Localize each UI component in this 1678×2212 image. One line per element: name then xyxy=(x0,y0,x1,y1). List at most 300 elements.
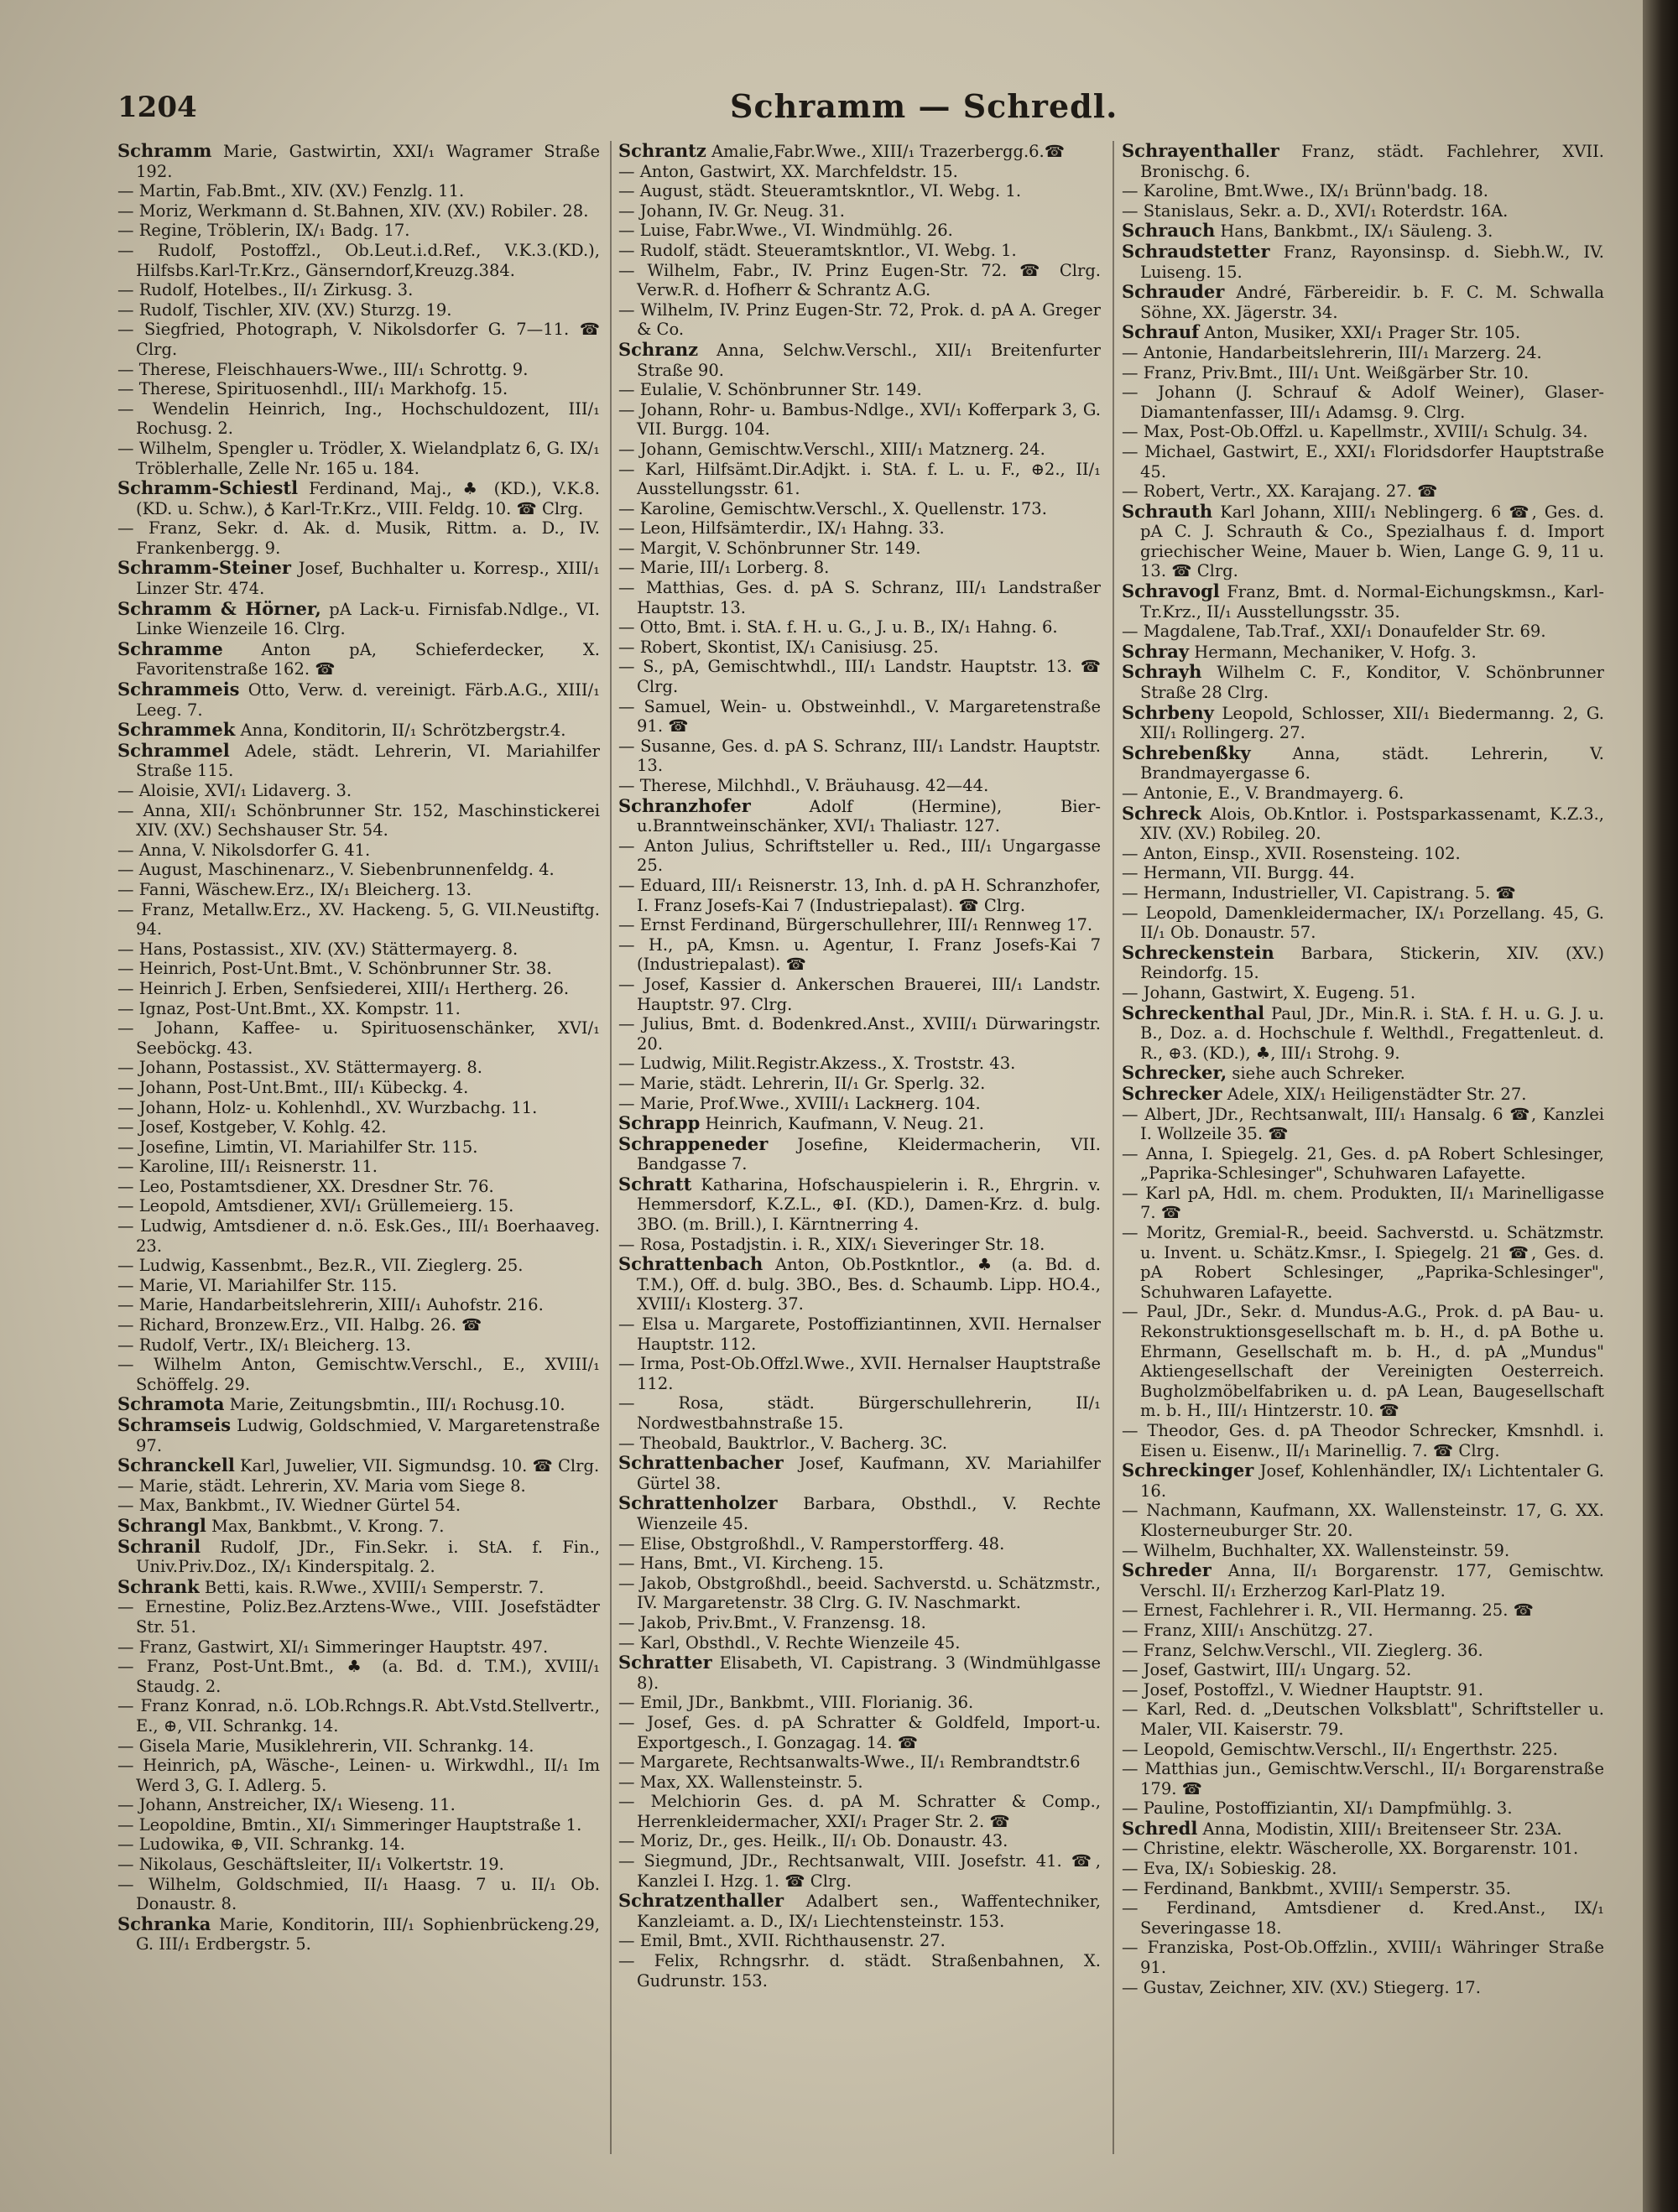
directory-entry xyxy=(117,1335,600,1356)
directory-entry xyxy=(618,460,1101,499)
entry-details: Heinrich, Kaufmann, V. Neug. 21. xyxy=(705,1114,984,1134)
entry-surname: Schreder xyxy=(1122,1559,1212,1581)
entry-details: — Anton Julius, Schriftsteller u. Red., III/₁ Ungargasse 25. xyxy=(618,835,1101,876)
directory-entry xyxy=(117,360,600,380)
entry-details: — Josef, Ges. d. pA Schratter & Goldfeld, Import-u. Exportgesch., I. Gonzagag. 14. ☎ xyxy=(618,1712,1101,1752)
directory-entry xyxy=(117,1696,600,1736)
entry-details: Anna, Selchw.Verschl., XII/₁ Breitenfurter Straße 90. xyxy=(637,340,1101,380)
entry-details: — Margarete, Rechtsanwalts-Wwe., II/₁ Rembrandtstr.6 xyxy=(618,1752,1081,1772)
directory-entry xyxy=(117,1157,600,1177)
directory-entry xyxy=(618,141,1101,162)
entry-details: — Stanislaus, Sekr. a. D., XVI/₁ Roterdstr. 16A. xyxy=(1122,200,1509,221)
entry-details: — Karl, Hilfsämt.Dir.Adjkt. i. StA. f. L. u. F., ⊕2., II/₁ Ausstellungsstr. 61. xyxy=(618,459,1101,499)
directory-entry xyxy=(1122,502,1604,581)
directory-entry xyxy=(618,499,1101,519)
directory-entry xyxy=(1122,1460,1604,1501)
entry-surname: Schrayh xyxy=(1122,661,1202,683)
entry-details: Hermann, Mechaniker, V. Hofg. 3. xyxy=(1194,642,1477,662)
directory-entry xyxy=(117,1256,600,1276)
directory-entry xyxy=(618,836,1101,876)
directory-entry xyxy=(618,1633,1101,1653)
entry-details: — Wilhelm, Fabr., IV. Prinz Eugen-Str. 72. ☎ Clrg. Verw.R. d. Hofherr & Schrantz A.G. xyxy=(618,260,1101,300)
directory-entry xyxy=(117,1875,600,1914)
directory-entry xyxy=(618,300,1101,340)
entry-details: — Robert, Vertr., XX. Karajang. 27. ☎ xyxy=(1122,481,1438,502)
directory-entry xyxy=(117,1577,600,1598)
entry-surname: Schranka xyxy=(117,1913,211,1934)
directory-entry xyxy=(1122,1938,1604,1977)
directory-entry xyxy=(117,379,600,399)
entry-details: — Felix, Rchngsrhr. d. städt. Straßenbahnen, X. Gudrunstr. 153. xyxy=(618,1951,1101,1991)
directory-entry xyxy=(1122,1740,1604,1760)
directory-entry xyxy=(1122,1084,1604,1105)
entry-details: Josef, Kohlenhändler, IX/₁ Lichtentaler G. 16. xyxy=(1140,1461,1604,1501)
running-head: Schramm — Schredl. xyxy=(730,87,1118,125)
directory-entry xyxy=(618,1652,1101,1693)
entry-details: — Regine, Tröblerin, IX/₁ Badg. 17. xyxy=(117,221,410,241)
entry-details: — Aloisie, XVI/₁ Lidaverg. 3. xyxy=(117,781,352,800)
directory-entry xyxy=(618,617,1101,638)
entry-details: — Otto, Bmt. i. StA. f. H. u. G., J. u. B., IX/₁ Hahng. 6. xyxy=(618,617,1058,638)
entry-details: — Ferdinand, Amtsdiener d. Kred.Anst., IX/₁ Severingasse 18. xyxy=(1122,1898,1604,1938)
entry-details: — Franz, Sekr. d. Ak. d. Musik, Rittm. a. D., IV. Frankenbergg. 9. xyxy=(117,518,600,558)
directory-entry xyxy=(618,1752,1101,1772)
entry-details: — Wilhelm, Goldschmied, II/₁ Haasg. 7 u. II/₁ Ob. Donaustr. 8. xyxy=(117,1874,600,1914)
entry-details: — Anna, XII/₁ Schönbrunner Str. 152, Maschinstickerei XIV. (XV.) Sechshauser Str. 54. xyxy=(117,800,600,841)
entry-details: — Karl pA, Hdl. m. chem. Produkten, II/₁ Marinelligasse 7. ☎ xyxy=(1122,1183,1604,1223)
directory-entry xyxy=(618,1891,1101,1931)
entry-details: — Paul, JDr., Sekr. d. Mundus-A.G., Prok. d. pA Bau- u. Rekonstruktionsgesellschaft m. b. H., d. pA Bothe u. Ehrmann, Gesellschaft m. b. H., d. pA „Mundus" Aktiengesellschaft der Vereinigten Oesterreich. Bugholzmöbelfabriken u. d. pA Lean, Baugesellschaft m. b. H., III/₁ Hintzerstr. 10. ☎ xyxy=(1122,1302,1604,1421)
entry-details: — Max, XX. Wallensteinstr. 5. xyxy=(618,1772,863,1792)
entry-details: — Theobald, Bauktrlor., V. Bacherg. 3C. xyxy=(618,1433,948,1453)
directory-entry xyxy=(117,1355,600,1394)
page-edge-shadow xyxy=(1643,0,1678,2212)
entry-details: Anna, II/₁ Borgarenstr. 177, Gemischtw. Verschl. II/₁ Erzherzog Karl-Platz 19. xyxy=(1140,1561,1604,1600)
directory-entry xyxy=(1122,642,1604,663)
entry-details: Max, Bankbmt., V. Krong. 7. xyxy=(211,1516,445,1536)
directory-entry xyxy=(618,201,1101,221)
entry-details: — Josef, Kassier d. Ankerschen Brauerei, III/₁ Landstr. Hauptstr. 97. Clrg. xyxy=(618,974,1101,1014)
entry-details: — H., pA, Kmsn. u. Agentur, I. Franz Josefs-Kai 7 (Industriepalast). ☎ xyxy=(618,934,1101,975)
entry-surname: Schrank xyxy=(117,1575,200,1597)
entry-details: — Franz, Post-Unt.Bmt., ♣ (a. Bd. d. T.M.), XVIII/₁ Staudg. 2. xyxy=(117,1657,600,1696)
entry-details: — Elise, Obstgroßhdl., V. Ramperstorfferg. 48. xyxy=(618,1533,1005,1554)
entry-details: Leopold, Schlosser, XII/₁ Biedermanng. 2, G. XII/₁ Rollingerg. 27. xyxy=(1140,703,1604,743)
entry-details: — Leopold, Gemischtw.Verschl., II/₁ Engerthstr. 225. xyxy=(1122,1739,1558,1759)
directory-entry xyxy=(618,1951,1101,1991)
entry-details: — Marie, städt. Lehrerin, II/₁ Gr. Sperlg. 32. xyxy=(618,1073,986,1093)
entry-details: — Rudolf, Tischler, XIV. (XV.) Sturzg. 19. xyxy=(117,299,452,320)
directory-entry xyxy=(117,801,600,841)
entry-surname: Schrangl xyxy=(117,1514,206,1536)
entry-details: Anton, Ob.Postkntlor., ♣ (a. Bd. d. T.M.), Off. d. bulg. 3BO., Bes. d. Schaumb. Lipp. HO.4., XVIII/₁ Klosterg. 37. xyxy=(637,1255,1101,1314)
entry-details: — Antonie, E., V. Brandmayerg. 6. xyxy=(1122,783,1404,803)
directory-entry xyxy=(117,979,600,999)
directory-entry xyxy=(117,1657,600,1696)
directory-entry xyxy=(1122,903,1604,943)
entry-surname: Schrammek xyxy=(117,719,236,741)
directory-entry xyxy=(117,558,600,598)
entry-details: pA Lack-u. Firnisfab.Ndlge., VI. Linke Wienzeile 16. Clrg. xyxy=(136,599,600,639)
entry-surname: Schrattenbach xyxy=(618,1253,763,1275)
entry-details: Franz, städt. Fachlehrer, XVII. Bronischg. 6. xyxy=(1140,142,1604,181)
directory-entry xyxy=(1122,1302,1604,1421)
entry-details: Anna, Modistin, XIII/₁ Breitenseer Str. 23A. xyxy=(1202,1819,1562,1839)
directory-entry xyxy=(618,1792,1101,1831)
directory-entry xyxy=(618,1134,1101,1174)
entry-surname: Schreck xyxy=(1122,802,1201,824)
entry-details: — Josef, Gastwirt, III/₁ Ungarg. 52. xyxy=(1122,1660,1412,1680)
entry-surname: Schrauf xyxy=(1122,321,1200,343)
directory-entry xyxy=(117,300,600,320)
entry-details: — Johann, Post-Unt.Bmt., III/₁ Kübeckg. 4. xyxy=(117,1077,469,1097)
entry-details: — Rudolf, Vertr., IX/₁ Bleicherg. 13. xyxy=(117,1335,411,1355)
directory-entry xyxy=(618,1534,1101,1554)
entry-details: — Rosa, Postadjstin. i. R., XIX/₁ Sieveringer Str. 18. xyxy=(618,1234,1045,1254)
directory-entry xyxy=(1122,703,1604,743)
entry-surname: Schrauder xyxy=(1122,281,1225,303)
entry-details: Karl, Juwelier, VII. Sigmundsg. 10. ☎ Clrg. xyxy=(240,1456,600,1476)
directory-entry xyxy=(1122,1859,1604,1879)
entry-details: — Nachmann, Kaufmann, XX. Wallensteinstr. 17, G. XX. Klosterneuburger Str. 20. xyxy=(1122,1501,1604,1540)
directory-entry xyxy=(117,781,600,801)
entry-details: — Luise, Fabr.Wwe., VI. Windmühlg. 26. xyxy=(618,221,953,241)
directory-entry xyxy=(117,741,600,781)
directory-entry xyxy=(1122,481,1604,502)
entry-details: — Fanni, Wäschew.Erz., IX/₁ Bleicherg. 13. xyxy=(117,879,472,899)
directory-entry xyxy=(117,1295,600,1315)
directory-entry xyxy=(618,539,1101,559)
directory-entry xyxy=(117,1216,600,1256)
entry-details: — Anna, V. Nikolsdorfer G. 41. xyxy=(117,840,371,860)
directory-entry xyxy=(117,720,600,741)
entry-surname: Schray xyxy=(1122,640,1190,662)
directory-entry xyxy=(117,280,600,300)
directory-entry xyxy=(1122,1699,1604,1739)
directory-entry xyxy=(1122,1621,1604,1641)
directory-entry xyxy=(618,1314,1101,1354)
entry-details: — Wilhelm, Buchhalter, XX. Wallensteinstr. 59. xyxy=(1122,1540,1510,1560)
directory-entry xyxy=(1122,221,1604,242)
directory-entry xyxy=(117,1117,600,1137)
entry-surname: Schrattenbacher xyxy=(618,1452,784,1474)
directory-entry xyxy=(117,1756,600,1795)
directory-entry xyxy=(1122,363,1604,383)
directory-entry xyxy=(618,1574,1101,1613)
directory-entry xyxy=(618,1713,1101,1752)
entry-surname: Schranzhofer xyxy=(618,794,751,816)
directory-entry xyxy=(618,638,1101,658)
entry-details: — Marie, Handarbeitslehrerin, XIII/₁ Auhofstr. 216. xyxy=(117,1295,544,1315)
entry-surname: Schrammeis xyxy=(117,679,240,700)
entry-details: — Eulalie, V. Schönbrunner Str. 149. xyxy=(618,380,922,400)
directory-entry xyxy=(117,141,600,181)
entry-details: — Johann, Holz- u. Kohlenhdl., XV. Wurzbachg. 11. xyxy=(117,1097,538,1117)
directory-entry xyxy=(618,697,1101,736)
entry-surname: Schramme xyxy=(117,638,223,659)
directory-entry xyxy=(117,841,600,861)
entry-details: — Julius, Bmt. d. Bodenkred.Anst., XVIII/₁ Dürwaringstr. 20. xyxy=(618,1014,1101,1054)
directory-entry xyxy=(117,1597,600,1637)
directory-entry xyxy=(117,1496,600,1516)
entry-details: Josef, Buchhalter u. Korresp., XIII/₁ Linzer Str. 474. xyxy=(136,559,600,599)
directory-entry xyxy=(1122,1898,1604,1938)
entry-details: — Matthias, Ges. d. pA S. Schranz, III/₁ Landstraßer Hauptstr. 13. xyxy=(618,578,1101,617)
entry-details: — Leopold, Damenkleidermacher, IX/₁ Porzellang. 45, G. II/₁ Ob. Donaustr. 57. xyxy=(1122,903,1604,943)
entry-details: — August, städt. Steueramtskntlor., VI. Webg. 1. xyxy=(618,181,1022,201)
entry-details: — Rudolf, Postoffzl., Ob.Leut.i.d.Ref., V.K.3.(KD.), Hilfsbs.Karl-Tr.Krz., Gänserndorf,Kreuzg.384. xyxy=(117,240,600,280)
page-number: 1204 xyxy=(117,91,197,124)
directory-entry xyxy=(1122,1600,1604,1621)
directory-entry xyxy=(117,1078,600,1098)
entry-details: Franz, Bmt. d. Normal-Eichungskmsn., Karl-Tr.Krz., II/₁ Ausstellungsstr. 35. xyxy=(1140,582,1604,622)
directory-entry xyxy=(1122,282,1604,322)
entry-details: — Karl, Red. d. „Deutschen Volksblatt", Schriftsteller u. Maler, VII. Kaiserstr. 79. xyxy=(1122,1699,1604,1739)
entry-details: André, Färbereidir. b. F. C. M. Schwalla Söhne, XX. Jägerstr. 34. xyxy=(1140,283,1604,322)
entry-details: — Ludowika, ⊕, VII. Schrankg. 14. xyxy=(117,1835,405,1855)
entry-details: — Franz, Metallw.Erz., XV. Hackeng. 5, G. VII.Neustiftg. 94. xyxy=(117,899,600,939)
directory-entry xyxy=(1122,1641,1604,1661)
entry-surname: Schravogl xyxy=(1122,580,1220,602)
directory-entry xyxy=(117,1098,600,1118)
entry-details: — Susanne, Ges. d. pA S. Schranz, III/₁ Landstr. Hauptstr. 13. xyxy=(618,736,1101,776)
page-header xyxy=(92,87,1628,138)
directory-entry xyxy=(618,380,1101,400)
directory-entry xyxy=(1122,181,1604,201)
directory-entry xyxy=(1122,1759,1604,1798)
entry-details: — Anna, I. Spiegelg. 21, Ges. d. pA Robert Schlesinger, „Paprika-Schlesinger", Schuhwaren Lafayette. xyxy=(1122,1143,1604,1184)
entry-details: — Siegfried, Photograph, V. Nikolsdorfer G. 7—11. ☎ Clrg. xyxy=(117,320,600,359)
entry-surname: Schramota xyxy=(117,1393,225,1415)
directory-entry xyxy=(117,399,600,439)
entry-details: Amalie,Fabr.Wwe., XIII/₁ Trazerbergg.6.☎ xyxy=(711,142,1066,161)
directory-entry xyxy=(117,1177,600,1197)
directory-entry xyxy=(117,1795,600,1815)
entry-details: — Hans, Bmt., VI. Kircheng. 15. xyxy=(618,1554,884,1574)
entry-details: — Max, Post-Ob.Offzl. u. Kapellmstr., XVIII/₁ Schulg. 34. xyxy=(1122,422,1588,442)
directory-entry xyxy=(117,1196,600,1216)
entry-details: — Johann, IV. Gr. Neug. 31. xyxy=(618,200,845,221)
entry-surname: Schraudstetter xyxy=(1122,240,1270,262)
entry-surname: Schrammel xyxy=(117,739,230,761)
entry-details: Anton pA, Schieferdecker, X. Favoritenstraße 162. ☎ xyxy=(136,639,600,679)
entry-surname: Schranil xyxy=(117,1535,201,1557)
directory-entry xyxy=(117,1637,600,1658)
directory-entry xyxy=(117,241,600,280)
directory-entry xyxy=(1122,1184,1604,1223)
directory-entry xyxy=(117,1137,600,1158)
directory-entry xyxy=(117,1537,600,1577)
directory-entry xyxy=(1122,1144,1604,1184)
directory-entry xyxy=(618,1772,1101,1793)
entry-details: — Franz, Gastwirt, XI/₁ Simmeringer Hauptstr. 497. xyxy=(117,1637,549,1657)
entry-details: — Wilhelm Anton, Gemischtw.Verschl., E., XVIII/₁ Schöffelg. 29. xyxy=(117,1355,600,1394)
directory-entry xyxy=(1122,844,1604,864)
directory-entry xyxy=(1122,343,1604,363)
entry-details: — Pauline, Postoffiziantin, XI/₁ Dampfmühlg. 3. xyxy=(1122,1798,1513,1819)
entry-details: Ludwig, Goldschmied, V. Margaretenstraße 97. xyxy=(136,1416,600,1455)
entry-details: — Marie, Prof.Wwe., XVIII/₁ Lackнerg. 104. xyxy=(618,1093,981,1113)
directory-entry xyxy=(1122,442,1604,481)
directory-entry xyxy=(618,221,1101,241)
directory-entry xyxy=(618,578,1101,617)
entry-surname: Schreckenthal xyxy=(1122,1002,1265,1023)
entry-details: — Michael, Gastwirt, E., XXI/₁ Floridsdorfer Hauptstraße 45. xyxy=(1122,441,1604,481)
entry-details: Josef, Kaufmann, XV. Mariahilfer Gürtel 38. xyxy=(637,1454,1101,1493)
entry-details: — Hermann, Industrieller, VI. Capistrang. 5. ☎ xyxy=(1122,882,1516,903)
entry-details: — Karl, Obsthdl., V. Rechte Wienzeile 45. xyxy=(618,1632,961,1652)
directory-entry xyxy=(117,1394,600,1415)
directory-entry xyxy=(117,939,600,960)
entry-details: — Ferdinand, Bankbmt., XVIII/₁ Semperstr. 35. xyxy=(1122,1878,1511,1898)
directory-entry xyxy=(1122,863,1604,883)
entry-details: Barbara, Obsthdl., V. Rechte Wienzeile 45. xyxy=(637,1494,1101,1533)
entry-details: — Heinrich J. Erben, Senfsiederei, XIII/₁ Hertherg. 26. xyxy=(117,978,570,998)
entry-details: — Jakob, Obstgroßhdl., beeid. Sachverstd. u. Schätzmstr., IV. Margaretenstr. 38 Clrg. G. IV. Naschmarkt. xyxy=(618,1573,1101,1613)
entry-details: — Hermann, VII. Burgg. 44. xyxy=(1122,863,1355,883)
entry-details: Hans, Bankbmt., IX/₁ Säuleng. 3. xyxy=(1220,221,1493,242)
entry-details: Wilhelm C. F., Konditor, V. Schönbrunner Straße 28 Clrg. xyxy=(1140,663,1604,703)
entry-details: — Ludwig, Milit.Registr.Akzess., X. Troststr. 43. xyxy=(618,1054,1016,1074)
directory-entry xyxy=(618,776,1101,796)
directory-entry xyxy=(618,1453,1101,1493)
entry-details: — Gustav, Zeichner, XIV. (XV.) Stiegerg. 17. xyxy=(1122,1977,1481,1997)
entry-details: Josefine, Kleidermacherin, VII. Bandgasse 7. xyxy=(637,1134,1101,1174)
directory-entry xyxy=(117,201,600,221)
directory-entry xyxy=(618,1054,1101,1074)
entry-details: — Wendelin Heinrich, Ing., Hochschuldozent, III/₁ Rochusg. 2. xyxy=(117,398,600,439)
entry-details: — Martin, Fab.Bmt., XIV. (XV.) Fenzlg. 11. xyxy=(117,181,465,201)
directory-entry xyxy=(1122,743,1604,783)
directory-entry xyxy=(117,1914,600,1954)
entry-details: — Rudolf, städt. Steueramtskntlor., VI. Webg. 1. xyxy=(618,240,1017,260)
directory-entry xyxy=(618,440,1101,460)
entry-details: — Karoline, Gemischtw.Verschl., X. Quellenstr. 173. xyxy=(618,498,1047,518)
entry-details: — Therese, Fleischhauers-Wwe., III/₁ Schrottg. 9. xyxy=(117,359,529,379)
directory-entry xyxy=(117,1315,600,1335)
directory-entry xyxy=(117,999,600,1019)
directory-entry xyxy=(618,935,1101,975)
directory-entry xyxy=(1122,1879,1604,1899)
entry-details: Barbara, Stickerin, XIV. (XV.) Reindorfg. 15. xyxy=(1140,943,1604,983)
entry-surname: Schratt xyxy=(618,1173,692,1194)
directory-entry xyxy=(1122,1223,1604,1302)
directory-entry xyxy=(618,975,1101,1014)
directory-entry xyxy=(1122,883,1604,903)
column-divider xyxy=(1113,141,1114,2154)
entry-details: Adele, XIX/₁ Heiligenstädter Str. 27. xyxy=(1227,1084,1527,1104)
directory-entry xyxy=(618,558,1101,578)
entry-details: — Anton, Einsp., XVII. Rosensteing. 102. xyxy=(1122,843,1461,863)
entry-surname: Schrauth xyxy=(1122,500,1213,522)
entry-details: Marie, Zeitungsbmtin., III/₁ Rochusg.10. xyxy=(229,1395,565,1415)
entry-surname: Schreckenstein xyxy=(1122,941,1274,963)
directory-entry xyxy=(1122,804,1604,844)
directory-entry xyxy=(618,1554,1101,1574)
entry-details: Otto, Verw. d. vereinigt. Färb.A.G., XIII/₁ Leeg. 7. xyxy=(136,680,600,720)
directory-entry xyxy=(1122,943,1604,983)
entry-details: — Heinrich, pA, Wäsche-, Leinen- u. Wirkwdhl., II/₁ Im Werd 3, G. I. Adlerg. 5. xyxy=(117,1756,600,1795)
directory-entry xyxy=(117,181,600,201)
entry-details: — Margit, V. Schönbrunner Str. 149. xyxy=(618,538,921,558)
directory-entry xyxy=(117,679,600,720)
directory-entry xyxy=(618,1074,1101,1094)
entry-details: — Jakob, Priv.Bmt., V. Franzensg. 18. xyxy=(618,1612,926,1632)
column-divider xyxy=(610,141,612,2154)
entry-details: — Robert, Skontist, IX/₁ Canisiusg. 25. xyxy=(618,637,939,657)
directory-entry xyxy=(117,599,600,639)
directory-column-3 xyxy=(1122,141,1604,2171)
directory-entry xyxy=(618,340,1101,380)
entry-details: — Therese, Spirituosenhdl., III/₁ Markhofg. 15. xyxy=(117,379,508,399)
entry-details: — Ludwig, Kassenbmt., Bez.R., VII. Zieglerg. 25. xyxy=(117,1256,524,1276)
entry-details: Rudolf, JDr., Fin.Sekr. i. StA. f. Fin., Univ.Priv.Doz., IX/₁ Kinderspitalg. 2. xyxy=(136,1537,600,1577)
entry-surname: Schramseis xyxy=(117,1414,232,1435)
entry-details: — Moritz, Gremial-R., beeid. Sachverstd. u. Schätzmstr. u. Invent. u. Schätz.Kmsr., I. Spiegelg. 21 ☎, Ges. d. pA Robert Schlesinger, „Paprika-Schlesinger", Schuhwaren Lafayette. xyxy=(1122,1223,1604,1302)
directory-entry xyxy=(618,1613,1101,1633)
entry-details: Anton, Musiker, XXI/₁ Prager Str. 105. xyxy=(1204,323,1521,343)
entry-details: — Therese, Milchhdl., V. Bräuhausg. 42—44. xyxy=(618,776,989,795)
directory-entry xyxy=(618,518,1101,539)
entry-details: — Ernst Ferdinand, Bürgerschullehrer, III/₁ Rennweg 17. xyxy=(618,915,1093,935)
directory-entry xyxy=(618,1113,1101,1134)
entry-details: — Josef, Kostgeber, V. Kohlg. 42. xyxy=(117,1117,387,1137)
directory-entry xyxy=(117,900,600,939)
directory-entry xyxy=(618,1235,1101,1255)
directory-entry xyxy=(618,1014,1101,1054)
entry-surname: Schratter xyxy=(618,1652,712,1673)
directory-entry xyxy=(117,320,600,359)
entry-details: — Franz, XIII/₁ Anschützg. 27. xyxy=(1122,1620,1373,1640)
directory-entry xyxy=(117,221,600,241)
entry-details: — Emil, JDr., Bankbmt., VIII. Florianig. 36. xyxy=(618,1693,974,1713)
directory-entry xyxy=(618,796,1101,836)
entry-details: — Josef, Postoffzl., V. Wiedner Hauptstr. 91. xyxy=(1122,1679,1483,1699)
directory-entry xyxy=(1122,1660,1604,1680)
entry-details: Alois, Ob.Kntlor. i. Postsparkassenamt, K.Z.3., XIV. (XV.) Robileg. 20. xyxy=(1140,804,1604,844)
entry-details: — Wilhelm, Spengler u. Trödler, X. Wielandplatz 6, G. IX/₁ Tröblerhalle, Zelle Nr. 165 u. 184. xyxy=(117,438,600,478)
directory-entry xyxy=(618,1693,1101,1713)
entry-surname: Schrapp xyxy=(618,1112,701,1134)
entry-details: — Franziska, Post-Ob.Offzlin., XVIII/₁ Währinger Straße 91. xyxy=(1122,1938,1604,1978)
directory-entry xyxy=(1122,581,1604,622)
entry-details: — Leopoldine, Bmtin., XI/₁ Simmeringer Hauptstraße 1. xyxy=(117,1814,582,1835)
entry-details: Adolf (Hermine), Bier-u.Branntweinschänker, XVI/₁ Thaliastr. 127. xyxy=(637,796,1101,836)
entry-details: siehe auch Schreker. xyxy=(1232,1064,1405,1084)
entry-details: — Nikolaus, Geschäftsleiter, II/₁ Volkertstr. 19. xyxy=(117,1855,504,1875)
entry-details: — Magdalene, Tab.Traf., XXI/₁ Donaufelder Str. 69. xyxy=(1122,622,1546,642)
entry-surname: Schramm-Steiner xyxy=(117,557,291,579)
entry-details: — Irma, Post-Ob.Offzl.Wwe., XVII. Hernalser Hauptstraße 112. xyxy=(618,1354,1101,1393)
entry-surname: Schratzenthaller xyxy=(618,1890,784,1912)
directory-entry xyxy=(117,1516,600,1537)
directory-entry xyxy=(1122,383,1604,422)
directory-entry xyxy=(618,162,1101,182)
directory-entry xyxy=(618,1434,1101,1454)
entry-details: — Anton, Gastwirt, XX. Marchfeldstr. 15. xyxy=(618,161,958,181)
directory-entry xyxy=(618,1094,1101,1114)
entry-surname: Schranckell xyxy=(117,1455,235,1476)
entry-details: — Albert, JDr., Rechtsanwalt, III/₁ Hansalg. 6 ☎, Kanzlei I. Wollzeile 35. ☎ xyxy=(1122,1104,1604,1144)
entry-details: — Franz, Selchw.Verschl., VII. Zieglerg. 36. xyxy=(1122,1640,1483,1660)
directory-entry xyxy=(117,1815,600,1835)
entry-details: Anna, städt. Lehrerin, V. Brandmayergasse 6. xyxy=(1140,743,1604,783)
entry-details: — Johann, Postassist., XV. Stättermayerg. 8. xyxy=(117,1058,482,1078)
directory-entry xyxy=(1122,1421,1604,1460)
entry-surname: Schrattenholzer xyxy=(618,1492,778,1514)
entry-details: — Johann, Rohr- u. Bambus-Ndlge., XVI/₁ Kofferpark 3, G. VII. Burgg. 104. xyxy=(618,399,1101,440)
entry-details: Karl Johann, XIII/₁ Neblingerg. 6 ☎, Ges. d. pA C. J. Schrauth & Co., Spezialhaus f. d. Import griechischer Weine, Mauer b. Wien, Lange G. 9, 11 u. 13. ☎ Clrg. xyxy=(1140,502,1604,581)
